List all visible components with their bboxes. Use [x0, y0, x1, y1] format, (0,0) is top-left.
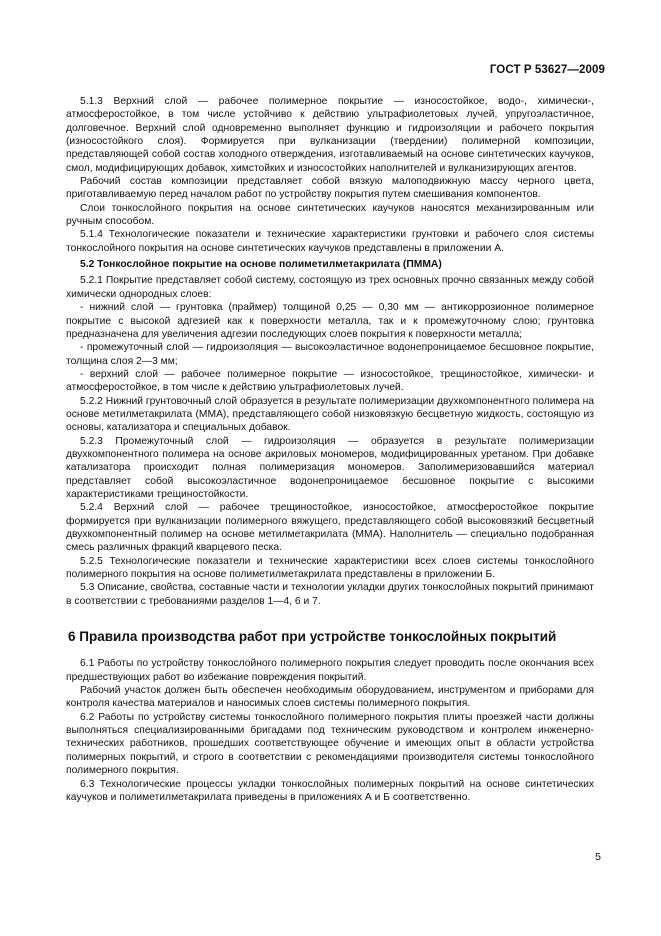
- paragraph-5-2-3: 5.2.3 Промежуточный слой — гидроизоляция — образуется в результате полимеризации двухкомпонентного полимера на основе акриловых мономеров, модифицированных уретаном. При добавке катализатора происходит полная полимеризация мономеров. Заполимеризовавшийся материал представляет собой высокоэластичное водонепроницаемое бесшовное покрытие с высокими характеристиками трещиностойкости.: [66, 435, 594, 500]
- section-heading-6: 6 Правила производства работ при устройстве тонкослойных покрытий: [68, 629, 557, 645]
- paragraph-5-3: 5.3 Описание, свойства, составные части и технологии укладки других тонкослойных покрытий принимают в соответствии с требованиями разделов 1—4, 6 и 7.: [66, 582, 594, 607]
- paragraph-5-1-3: 5.1.3 Верхний слой — рабочее полимерное покрытие — износостойкое, водо-, химически-, атмосферостойкое, в том числе устойчиво к действию ультрафиолетовых лучей, упругоэластичное, долговечное. Верхний слой одновременно выполняет функцию и гидроизоляции и рабочего покрытия (износостойкого слоя). Формируется при вулканизации (твердении) полимерной композиции, представляющей собой состав холодного отверждения, изготавливаемый на основе синтетических каучуков, смол, модифицирующих добавок, химстойких и износостойких наполнителей и вулканизирующих агентов.: [66, 96, 594, 174]
- list-item-middle-layer: - промежуточный слой — гидроизоляция — высокоэластичное водонепроницаемое бесшовное покрытие, толщина слоя 2—3 мм;: [66, 342, 594, 367]
- page-number: 5: [595, 851, 601, 863]
- paragraph-6-3: 6.3 Технологические процессы укладки тонкослойных полимерных покрытий на основе синтетических каучуков и полиметилметакрилата приведены в приложениях А и Б соответственно.: [66, 778, 594, 803]
- paragraph-5-2-1: 5.2.1 Покрытие представляет собой систему, состоящую из трех основных прочно связанных между собой химически однородных слоев:: [66, 275, 594, 300]
- paragraph-5-2-2: 5.2.2 Нижний грунтовочный слой образуется в результате полимеризации двухкомпонентного полимера на основе метилметакрилата (ММА), представляющего собой низковязкую бесцветную жидкость, состоящую из основы, катализатора и специальных добавок.: [66, 395, 594, 434]
- paragraph-layers-application: Слои тонкослойного покрытия на основе синтетических каучуков наносятся механизированным или ручным способом.: [66, 202, 594, 228]
- paragraph-5-2-4: 5.2.4 Верхний слой — рабочее трещиностойкое, износостойкое, атмосферостойкое покрытие формируется при вулканизации полимерного вяжущего, представляющего собой высоковязкий бесцветный двухкомпонентный полимер на основе метилметакрилата (ММА). Наполнитель — специально подобранная смесь различных фракций кварцевого песка.: [66, 502, 594, 554]
- paragraph-5-1-4: 5.1.4 Технологические показатели и технические характеристики грунтовки и рабочего слоя системы тонкослойного покрытия на основе синтетических каучуков представлены в приложении А.: [66, 229, 594, 254]
- document-id-header: ГОСТ Р 53627—2009: [489, 64, 605, 76]
- list-item-bottom-layer: - нижний слой — грунтовка (праймер) толщиной 0,25 — 0,30 мм — антикоррозионное полимерное покрытие с высокой адгезией как к поверхности металла, так и к промежуточному слою; грунтовка предназначена для увеличения адгезии последующих слоев покрытия к поверхности металла;: [66, 302, 594, 340]
- paragraph-work-area: Рабочий участок должен быть обеспечен необходимым оборудованием, инструментом и приборами для контроля качества материалов и наносимых слоев системы полимерного покрытия.: [66, 685, 594, 710]
- paragraph-6-1: 6.1 Работы по устройству тонкослойного полимерного покрытия следует проводить после окончания всех предшествующих работ во избежание повреждения покрытий.: [66, 658, 594, 683]
- list-item-top-layer: - верхний слой — рабочее полимерное покрытие — износостойкое, трещиностойкое, химически- и атмосферостойкое, в том числе к действию ультрафиолетовых лучей.: [66, 368, 594, 394]
- paragraph-composition: Рабочий состав композиции представляет собой вязкую малоподвижную массу черного цвета, приготавливаемую перед началом работ по устройству покрытия путем смешивания компонентов.: [66, 176, 594, 201]
- document-body: [66, 95, 594, 804]
- paragraph-5-2-5: 5.2.5 Технологические показатели и технические характеристики всех слоев системы тонкослойного полимерного покрытия на основе полиметилметакрилата представлены в приложении Б.: [66, 555, 594, 581]
- subheading-5-2: 5.2 Тонкослойное покрытие на основе полиметилметакрилата (ПММА): [80, 259, 442, 271]
- paragraph-6-2: 6.2 Работы по устройству системы тонкослойного полимерного покрытия плиты проезжей части должны выполняться специализированными бригадами под техническим руководством и контролем инженерно-технических работников, прошедших соответствующее обучение и имеющих опыт в области устройства полимерных покрытий, и строго в соответствии с рекомендациями производителя системы тонкослойного полимерного покрытия.: [66, 711, 594, 777]
